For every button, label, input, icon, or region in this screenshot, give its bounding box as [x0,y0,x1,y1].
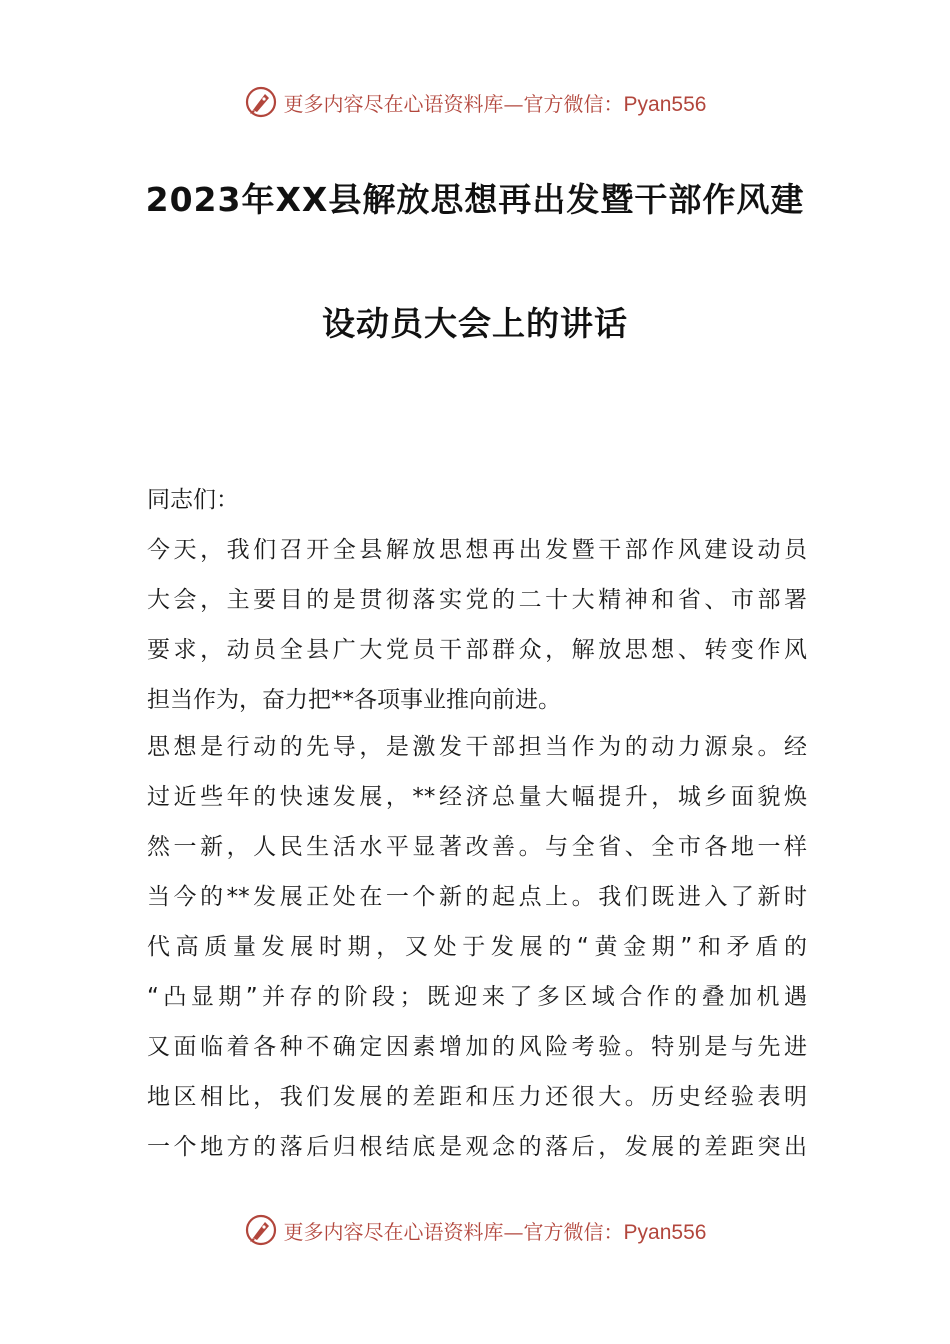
paragraph-line: 然一新，人民生活水平显著改善。与全省、全市各地一样 [147,834,807,860]
header-banner [0,80,950,124]
pen-nib-logo-icon [244,1213,278,1247]
paragraph-line: 大会，主要目的是贯彻落实党的二十大精神和省、市部署 [147,587,807,613]
paragraph-2 [147,722,807,1172]
paragraph-line: 当今的**发展正处在一个新的起点上。我们既进入了新时 [147,884,807,910]
paragraph-line: 今天，我们召开全县解放思想再出发暨干部作风建设动员 [147,537,807,563]
paragraph-line: 又面临着各种不确定因素增加的风险考验。特别是与先进 [147,1034,807,1060]
pen-nib-logo-icon [244,85,278,119]
header-wechat-id: Pyan556 [623,92,707,116]
salutation [147,475,807,525]
footer-banner [0,1208,950,1252]
document-title-line1: 2023年XX县解放思想再出发暨干部作风建 [145,180,805,219]
document-title-line2: 设动员大会上的讲话 [322,304,628,343]
paragraph-line: 一个地方的落后归根结底是观念的落后，发展的差距突出 [147,1134,807,1160]
paragraph-1 [147,525,807,725]
footer-banner-text: 更多内容尽在心语资料库—官方微信：Pyan556 [283,1219,707,1244]
paragraph-line: “凸显期”并存的阶段；既迎来了多区域合作的叠加机遇 [147,984,807,1010]
header-banner-text: 更多内容尽在心语资料库—官方微信：Pyan556 [283,91,707,116]
paragraph-line: 思想是行动的先导，是激发干部担当作为的动力源泉。经 [147,734,807,760]
footer-wechat-id: Pyan556 [623,1220,707,1244]
paragraph-line: 要求，动员全县广大党员干部群众，解放思想、转变作风 [147,637,807,663]
salutation-text: 同志们： [147,487,239,513]
paragraph-line: 过近些年的快速发展，**经济总量大幅提升，城乡面貌焕 [147,784,807,810]
paragraph-line: 担当作为，奋力把**各项事业推向前进。 [147,687,561,713]
paragraph-line: 代高质量发展时期，又处于发展的“黄金期”和矛盾的 [147,934,807,960]
paragraph-line: 地区相比，我们发展的差距和压力还很大。历史经验表明 [147,1084,807,1110]
